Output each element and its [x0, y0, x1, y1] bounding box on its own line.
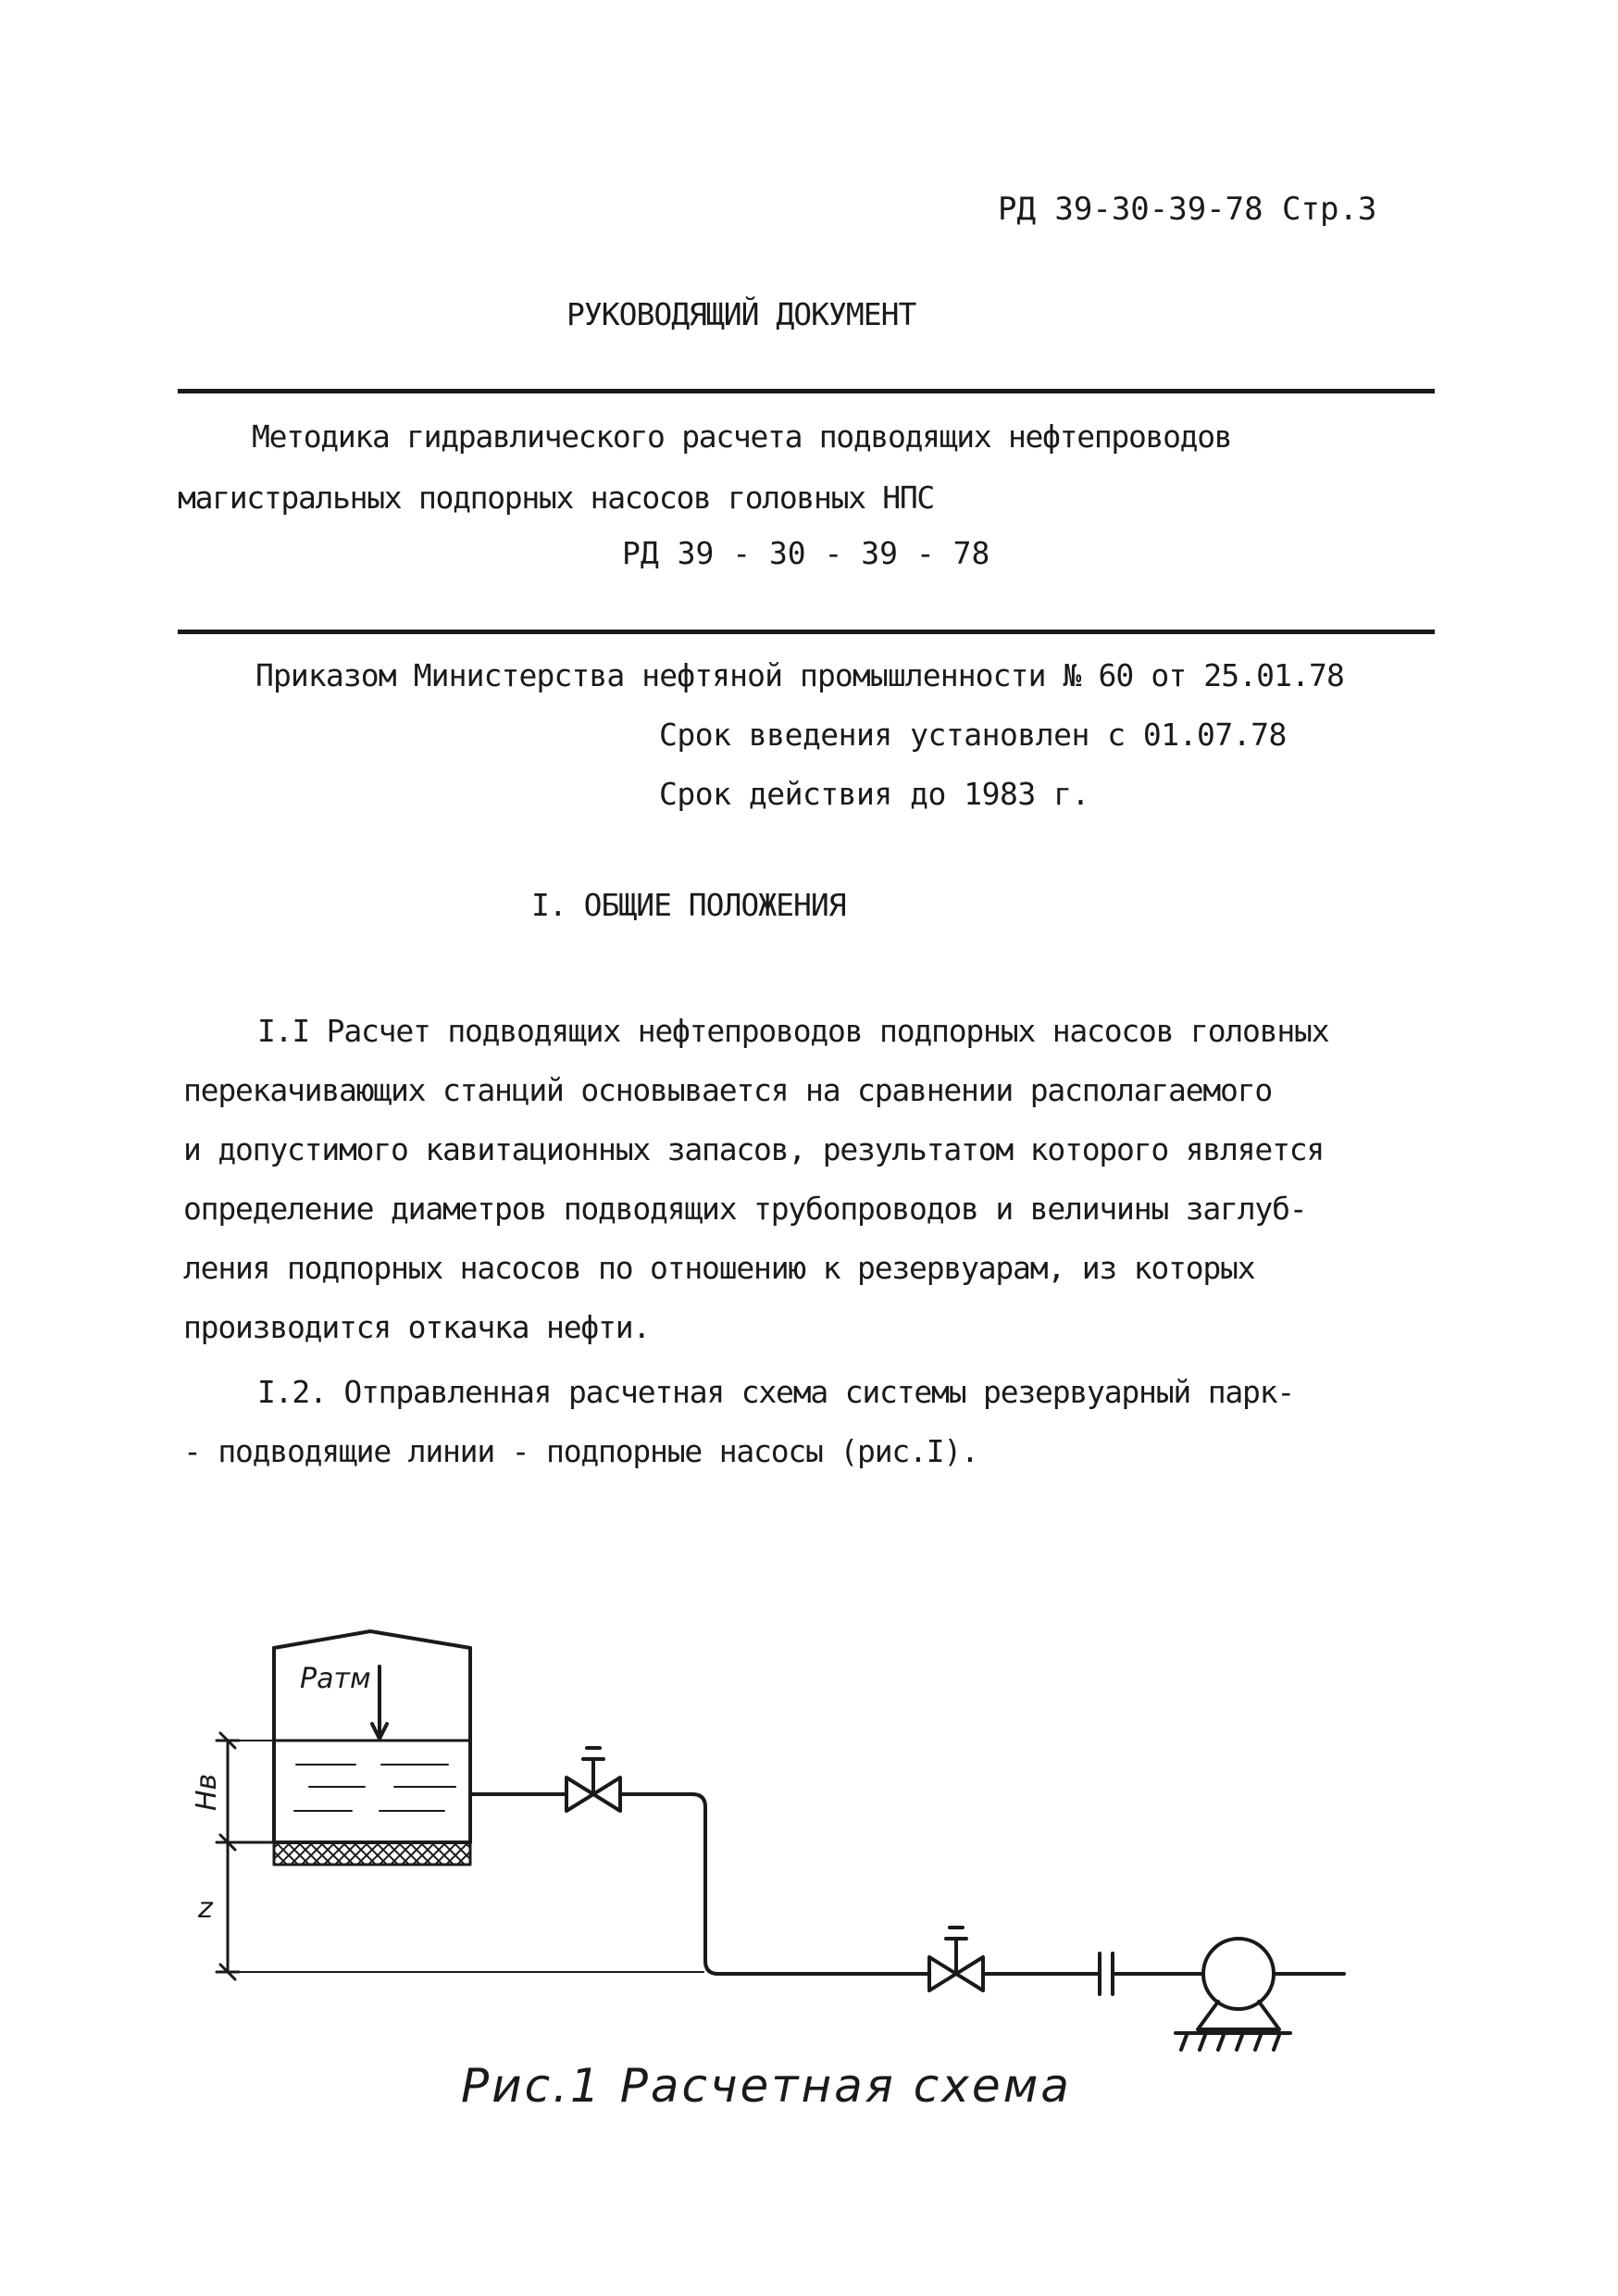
paragraph-line: - подводящие линии - подпорные насосы (рис.I).	[183, 1433, 978, 1469]
paragraph-line: I.2. Отправленная расчетная схема системы резервуарный парк-	[257, 1374, 1295, 1410]
paragraph-line: перекачивающих станций основывается на сравнении располагаемого	[183, 1072, 1273, 1108]
suction-pipeline	[470, 1794, 1344, 1974]
paragraph-line: производится откачка нефти.	[183, 1309, 651, 1345]
elevation-label: z	[198, 1892, 213, 1925]
paragraph-line: и допустимого кавитационных запасов, результатом которого является	[183, 1131, 1325, 1167]
paragraph-line: определение диаметров подводящих трубопроводов и величины заглуб-	[183, 1191, 1307, 1227]
gate-valve-2	[929, 1928, 983, 1990]
document-code: РД 39 - 30 - 39 - 78	[622, 535, 990, 571]
document-type-heading: РУКОВОДЯЩИЙ ДОКУМЕНТ	[566, 296, 916, 332]
paragraph-line: ления подпорных насосов по отношению к резервуарам, из которых	[183, 1250, 1255, 1286]
booster-pump	[1176, 1939, 1290, 2050]
validity-period: Срок действия до 1983 г.	[659, 776, 1089, 812]
page-header: РД 39-30-39-78 Стр.3	[998, 191, 1377, 228]
atmospheric-pressure-label: Pатм	[300, 1663, 371, 1695]
section-heading: I. ОБЩИЕ ПОЛОЖЕНИЯ	[531, 887, 846, 923]
liquid-height-label: Hв	[191, 1773, 223, 1811]
gate-valve-1	[566, 1748, 620, 1811]
paragraph-line: I.I Расчет подводящих нефтепроводов подпорных насосов головных	[257, 1013, 1329, 1049]
title-line-2: магистральных подпорных насосов головных НПС	[178, 480, 934, 516]
order-line: Приказом Министерства нефтяной промышленности № 60 от 25.01.78	[255, 657, 1344, 693]
flange-connection	[1100, 1953, 1113, 1994]
title-line-1: Методика гидравлического расчета подводящих нефтепроводов	[252, 418, 1232, 455]
introduction-date: Срок введения установлен с 01.07.78	[659, 717, 1287, 753]
bottom-rule	[178, 630, 1435, 634]
top-rule	[178, 389, 1435, 393]
dimension-lines	[217, 1733, 274, 1979]
figure-caption: Рис.1 Расчетная схема	[461, 2059, 1072, 2113]
